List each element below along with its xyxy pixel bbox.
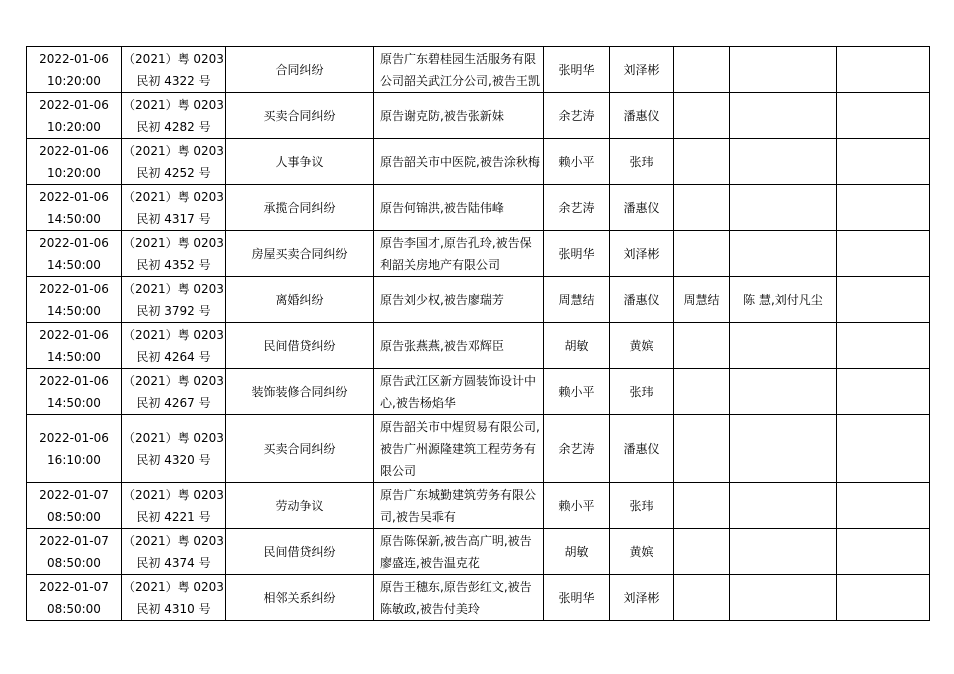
clerk-cell-text: 潘惠仪 (623, 108, 660, 123)
case-number-cell-text: 民初 4264 号 (136, 349, 211, 364)
parties-cell (374, 185, 544, 231)
judge-cell-text: 胡敏 (564, 338, 589, 353)
extra-cell-1 (674, 575, 730, 621)
parties-cell-text: 原告刘少权,被告廖瑞芳 (380, 292, 504, 307)
case-number-cell (122, 415, 226, 483)
clerk-cell (610, 47, 674, 93)
hearing-datetime-cell-text: 2022-01-06 (39, 373, 109, 388)
judge-cell (544, 575, 610, 621)
parties-cell-text: 原告武江区新方圆装饰设计中心,被告杨焰华 (380, 373, 537, 410)
extra-cell-3 (837, 277, 930, 323)
parties-cell (374, 323, 544, 369)
case-number-cell-text: （2021）粤 0203 (123, 97, 224, 112)
parties-cell (374, 139, 544, 185)
extra-cell-1 (674, 369, 730, 415)
table-row (27, 231, 930, 277)
judge-cell (544, 529, 610, 575)
clerk-cell (610, 483, 674, 529)
parties-cell-text: 原告王穗东,原告彭红文,被告陈敏政,被告付美玲 (380, 579, 532, 616)
extra-cell-2 (730, 93, 837, 139)
extra-cell-1 (674, 231, 730, 277)
clerk-cell-text: 潘惠仪 (623, 200, 660, 215)
case-number-cell-text: 民初 4310 号 (136, 601, 211, 616)
case-cause-cell (226, 93, 374, 139)
judge-cell-text: 余艺涛 (558, 108, 595, 123)
case-cause-cell (226, 139, 374, 185)
clerk-cell-text: 刘泽彬 (623, 590, 660, 605)
clerk-cell (610, 139, 674, 185)
hearing-datetime-cell-text: 2022-01-06 (39, 327, 109, 342)
case-number-cell (122, 47, 226, 93)
table-row (27, 47, 930, 93)
parties-cell (374, 369, 544, 415)
extra-cell-2 (730, 369, 837, 415)
parties-cell-text: 原告李国才,原告孔玲,被告保利韶关房地产有限公司 (380, 235, 532, 272)
table-row (27, 323, 930, 369)
hearing-datetime-cell (27, 323, 122, 369)
extra-cell-1 (674, 529, 730, 575)
parties-cell (374, 529, 544, 575)
hearing-datetime-cell-text: 08:50:00 (47, 509, 101, 524)
judge-cell-text: 张明华 (558, 246, 595, 261)
case-number-cell-text: 民初 4320 号 (136, 452, 211, 467)
extra-cell-1 (674, 483, 730, 529)
judge-cell (544, 47, 610, 93)
hearing-datetime-cell-text: 2022-01-06 (39, 281, 109, 296)
clerk-cell-text: 黄嫔 (629, 338, 654, 353)
case-cause-cell-text: 装饰装修合同纠纷 (251, 384, 348, 399)
clerk-cell (610, 529, 674, 575)
extra-cell-3 (837, 185, 930, 231)
extra-cell-1 (674, 185, 730, 231)
case-cause-cell-text: 承揽合同纠纷 (263, 200, 336, 215)
extra-cell-1 (674, 139, 730, 185)
extra-cell-3 (837, 415, 930, 483)
case-number-cell-text: （2021）粤 0203 (123, 579, 224, 594)
extra-cell-3 (837, 323, 930, 369)
case-number-cell-text: （2021）粤 0203 (123, 51, 224, 66)
table-row (27, 139, 930, 185)
clerk-cell-text: 张玮 (629, 384, 654, 399)
case-cause-cell-text: 相邻关系纠纷 (263, 590, 336, 605)
hearing-datetime-cell-text: 14:50:00 (47, 395, 101, 410)
parties-cell-text: 原告韶关市中医院,被告涂秋梅 (380, 154, 540, 169)
parties-cell-text: 原告何锦洪,被告陆伟峰 (380, 200, 504, 215)
case-number-cell-text: （2021）粤 0203 (123, 281, 224, 296)
hearing-datetime-cell-text: 2022-01-06 (39, 189, 109, 204)
case-number-cell-text: （2021）粤 0203 (123, 533, 224, 548)
parties-cell-text: 原告广东碧桂园生活服务有限公司韶关武江分公司,被告王凯 (380, 51, 540, 88)
clerk-cell-text: 刘泽彬 (623, 246, 660, 261)
hearing-datetime-cell-text: 16:10:00 (47, 452, 101, 467)
extra-cell-1 (674, 277, 730, 323)
clerk-cell (610, 231, 674, 277)
judge-cell (544, 415, 610, 483)
parties-cell-text: 原告谢克防,被告张新妹 (380, 108, 504, 123)
parties-cell (374, 277, 544, 323)
hearing-datetime-cell (27, 139, 122, 185)
hearing-datetime-cell-text: 10:20:00 (47, 73, 101, 88)
case-number-cell (122, 277, 226, 323)
table-row (27, 529, 930, 575)
clerk-cell-text: 潘惠仪 (623, 292, 660, 307)
hearing-schedule-table (26, 46, 930, 621)
table-row (27, 93, 930, 139)
clerk-cell-text: 张玮 (629, 498, 654, 513)
case-number-cell-text: 民初 4317 号 (136, 211, 211, 226)
clerk-cell-text: 黄嫔 (629, 544, 654, 559)
case-cause-cell (226, 483, 374, 529)
table-row (27, 369, 930, 415)
parties-cell (374, 575, 544, 621)
extra-cell-2 (730, 529, 837, 575)
parties-cell (374, 483, 544, 529)
case-number-cell (122, 231, 226, 277)
case-number-cell (122, 185, 226, 231)
judge-cell (544, 231, 610, 277)
hearing-datetime-cell-text: 14:50:00 (47, 303, 101, 318)
case-number-cell-text: 民初 4267 号 (136, 395, 211, 410)
clerk-cell (610, 185, 674, 231)
extra-cell-2 (730, 47, 837, 93)
judge-cell-text: 赖小平 (558, 498, 595, 513)
hearing-datetime-cell (27, 185, 122, 231)
hearing-datetime-cell-text: 14:50:00 (47, 257, 101, 272)
hearing-datetime-cell (27, 277, 122, 323)
case-cause-cell (226, 185, 374, 231)
extra-cell-1 (674, 47, 730, 93)
clerk-cell (610, 323, 674, 369)
hearing-datetime-cell-text: 2022-01-06 (39, 51, 109, 66)
table-row (27, 483, 930, 529)
case-number-cell-text: 民初 4352 号 (136, 257, 211, 272)
case-number-cell-text: 民初 4322 号 (136, 73, 211, 88)
judge-cell-text: 余艺涛 (558, 441, 595, 456)
case-number-cell (122, 575, 226, 621)
hearing-datetime-cell-text: 2022-01-07 (39, 579, 109, 594)
case-cause-cell (226, 529, 374, 575)
judge-cell-text: 周慧结 (558, 292, 595, 307)
extra-cell-3 (837, 483, 930, 529)
table-body (27, 47, 930, 621)
case-cause-cell-text: 民间借贷纠纷 (263, 544, 336, 559)
hearing-datetime-cell-text: 2022-01-07 (39, 487, 109, 502)
clerk-cell-text: 潘惠仪 (623, 441, 660, 456)
judge-cell-text: 赖小平 (558, 384, 595, 399)
parties-cell (374, 93, 544, 139)
extra-cell-2 (730, 231, 837, 277)
hearing-datetime-cell (27, 93, 122, 139)
judge-cell-text: 赖小平 (558, 154, 595, 169)
extra-cell-1 (674, 415, 730, 483)
table-row (27, 185, 930, 231)
case-cause-cell (226, 47, 374, 93)
case-number-cell-text: 民初 3792 号 (136, 303, 211, 318)
case-number-cell-text: （2021）粤 0203 (123, 373, 224, 388)
case-number-cell-text: （2021）粤 0203 (123, 430, 224, 445)
hearing-datetime-cell (27, 483, 122, 529)
hearing-datetime-cell-text: 14:50:00 (47, 349, 101, 364)
case-cause-cell (226, 277, 374, 323)
case-number-cell-text: （2021）粤 0203 (123, 235, 224, 250)
case-number-cell-text: 民初 4221 号 (136, 509, 211, 524)
judge-cell (544, 323, 610, 369)
hearing-datetime-cell-text: 10:20:00 (47, 119, 101, 134)
case-number-cell (122, 369, 226, 415)
hearing-datetime-cell (27, 415, 122, 483)
case-number-cell (122, 483, 226, 529)
case-number-cell (122, 323, 226, 369)
extra-cell-3 (837, 47, 930, 93)
parties-cell (374, 231, 544, 277)
case-cause-cell-text: 劳动争议 (275, 498, 324, 513)
judge-cell (544, 93, 610, 139)
case-number-cell-text: 民初 4252 号 (136, 165, 211, 180)
case-number-cell (122, 93, 226, 139)
case-number-cell-text: 民初 4282 号 (136, 119, 211, 134)
case-cause-cell (226, 231, 374, 277)
hearing-datetime-cell-text: 10:20:00 (47, 165, 101, 180)
case-cause-cell-text: 买卖合同纠纷 (263, 108, 336, 123)
judge-cell-text: 张明华 (558, 62, 595, 77)
judge-cell (544, 369, 610, 415)
case-cause-cell-text: 民间借贷纠纷 (263, 338, 336, 353)
clerk-cell (610, 369, 674, 415)
extra-cell-3 (837, 369, 930, 415)
judge-cell (544, 139, 610, 185)
parties-cell-text: 原告广东城勤建筑劳务有限公司,被告吴乖有 (380, 487, 537, 524)
hearing-datetime-cell-text: 2022-01-06 (39, 235, 109, 250)
parties-cell (374, 415, 544, 483)
case-cause-cell-text: 离婚纠纷 (275, 292, 324, 307)
extra-cell-2-text: 陈 慧,刘付凡尘 (743, 292, 823, 307)
extra-cell-3 (837, 231, 930, 277)
case-cause-cell-text: 买卖合同纠纷 (263, 441, 336, 456)
judge-cell (544, 185, 610, 231)
case-number-cell-text: （2021）粤 0203 (123, 327, 224, 342)
extra-cell-3 (837, 529, 930, 575)
case-number-cell-text: （2021）粤 0203 (123, 189, 224, 204)
hearing-datetime-cell-text: 2022-01-06 (39, 430, 109, 445)
judge-cell (544, 277, 610, 323)
hearing-datetime-cell (27, 529, 122, 575)
extra-cell-2 (730, 483, 837, 529)
hearing-datetime-cell-text: 2022-01-06 (39, 97, 109, 112)
case-cause-cell-text: 人事争议 (275, 154, 324, 169)
extra-cell-2 (730, 323, 837, 369)
judge-cell-text: 张明华 (558, 590, 595, 605)
table-row (27, 415, 930, 483)
hearing-datetime-cell-text: 2022-01-06 (39, 143, 109, 158)
extra-cell-2 (730, 139, 837, 185)
case-number-cell-text: （2021）粤 0203 (123, 487, 224, 502)
clerk-cell (610, 93, 674, 139)
hearing-datetime-cell (27, 47, 122, 93)
case-cause-cell (226, 415, 374, 483)
case-cause-cell-text: 房屋买卖合同纠纷 (251, 246, 348, 261)
judge-cell (544, 483, 610, 529)
clerk-cell (610, 415, 674, 483)
hearing-datetime-cell-text: 08:50:00 (47, 555, 101, 570)
clerk-cell-text: 张玮 (629, 154, 654, 169)
hearing-datetime-cell-text: 2022-01-07 (39, 533, 109, 548)
extra-cell-1 (674, 93, 730, 139)
extra-cell-2 (730, 277, 837, 323)
extra-cell-3 (837, 139, 930, 185)
clerk-cell (610, 277, 674, 323)
parties-cell-text: 原告张燕燕,被告邓辉臣 (380, 338, 504, 353)
parties-cell-text: 原告陈保新,被告高广明,被告廖盛连,被告温克花 (380, 533, 532, 570)
hearing-datetime-cell (27, 369, 122, 415)
case-cause-cell (226, 575, 374, 621)
parties-cell-text: 原告韶关市中煋贸易有限公司,被告广州源隆建筑工程劳务有限公司 (380, 419, 540, 478)
case-number-cell (122, 529, 226, 575)
table-row (27, 575, 930, 621)
table-row (27, 277, 930, 323)
hearing-datetime-cell-text: 08:50:00 (47, 601, 101, 616)
hearing-datetime-cell (27, 231, 122, 277)
extra-cell-1-text: 周慧结 (683, 292, 720, 307)
case-cause-cell (226, 369, 374, 415)
hearing-datetime-cell (27, 575, 122, 621)
extra-cell-2 (730, 185, 837, 231)
extra-cell-1 (674, 323, 730, 369)
extra-cell-3 (837, 575, 930, 621)
hearing-datetime-cell-text: 14:50:00 (47, 211, 101, 226)
case-cause-cell (226, 323, 374, 369)
clerk-cell-text: 刘泽彬 (623, 62, 660, 77)
judge-cell-text: 胡敏 (564, 544, 589, 559)
case-number-cell-text: 民初 4374 号 (136, 555, 211, 570)
case-number-cell-text: （2021）粤 0203 (123, 143, 224, 158)
extra-cell-2 (730, 575, 837, 621)
case-number-cell (122, 139, 226, 185)
extra-cell-2 (730, 415, 837, 483)
parties-cell (374, 47, 544, 93)
extra-cell-3 (837, 93, 930, 139)
clerk-cell (610, 575, 674, 621)
judge-cell-text: 余艺涛 (558, 200, 595, 215)
case-cause-cell-text: 合同纠纷 (275, 62, 324, 77)
